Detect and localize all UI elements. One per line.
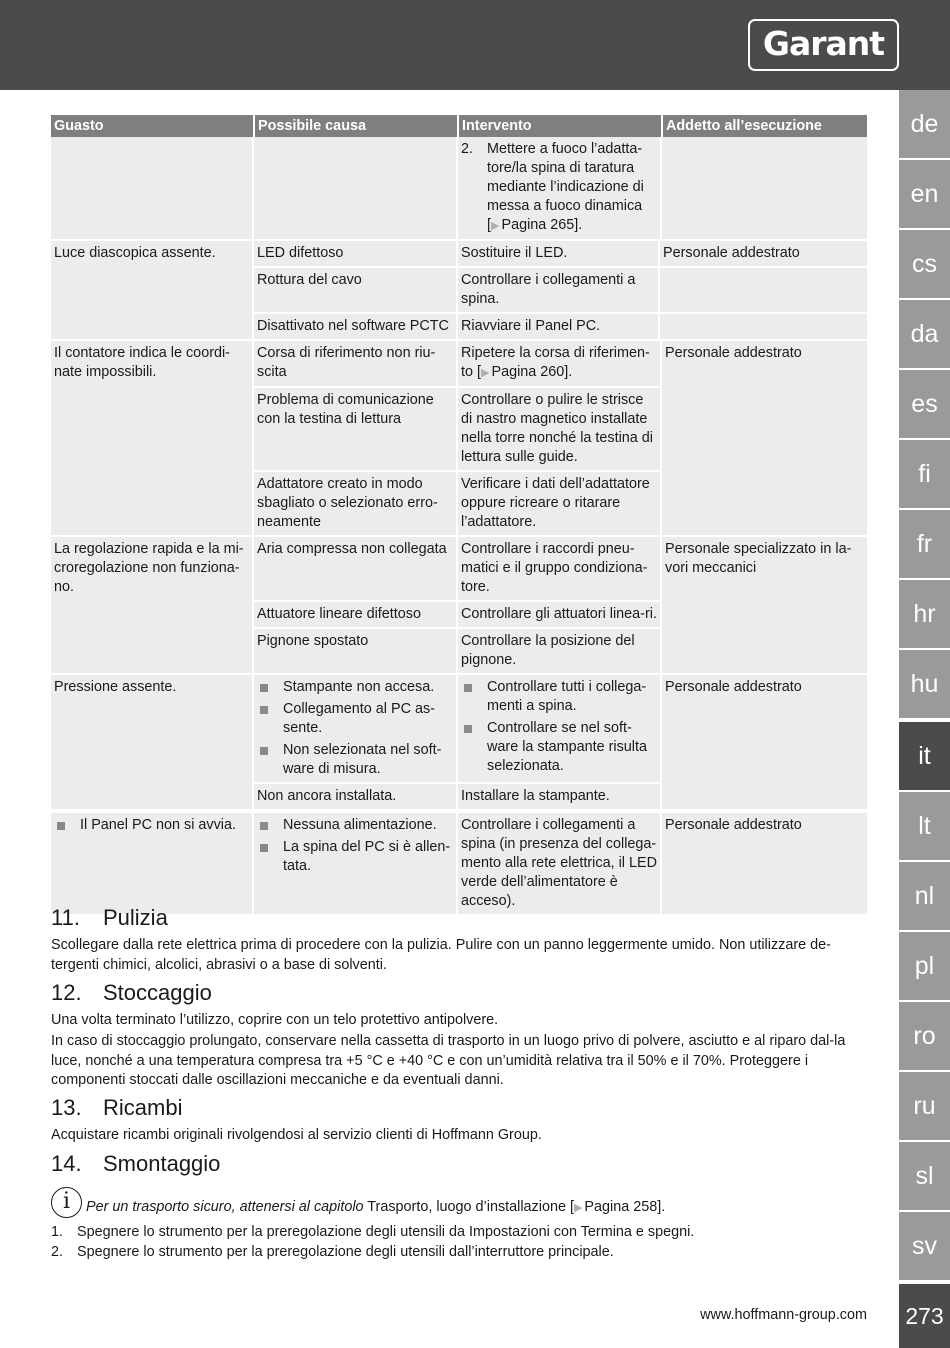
list-item: Controllare se nel soft-ware la stampante risulta selezionata. — [461, 719, 657, 776]
section-text-pulizia: Scollegare dalla rete elettrica prima di procedere con la pulizia. Pulire con un panno leggermente umido. Non utilizzare de-tergenti chimici, alcolici, abrasivi o a base di solventi. — [51, 937, 831, 973]
action-cell: Installare la stampante. — [461, 788, 610, 804]
section-heading-pulizia: 11. Pulizia — [51, 905, 168, 930]
bullet-square-icon — [257, 741, 283, 779]
section-text-stoccaggio-2: In caso di stoccaggio prolungato, conservare nella cassetta di trasporto in un luogo privo di polvere, asciutto e al riparo dal-la luce, nonché a una temperatura compresa tra +5 °C e +40 °C e con un’umidità relativa tra il 50% e il 70%. Proteggere i componenti stoccati dalle oscillazioni meccaniche e da eventuali danni. — [51, 1033, 846, 1088]
table-row — [51, 673, 867, 809]
personnel-cell: Personale specializzato in la-vori meccanici — [665, 541, 852, 576]
action-cell — [458, 675, 660, 782]
personnel-cell — [662, 137, 867, 239]
info-link-text: Trasporto, luogo d’installazione [ — [363, 1198, 574, 1215]
bullet-square-icon — [257, 700, 283, 738]
cause-cell: Disattivato nel software PCTC — [254, 314, 458, 339]
bullet-square-icon — [257, 816, 283, 835]
cause-cell — [254, 137, 458, 239]
list-item: 1. Spegnere lo strumento per la preregolazione degli utensili da Impostazioni con Termina e spegni. — [51, 1224, 695, 1240]
page-ref[interactable]: Pagina 258]. — [584, 1198, 666, 1215]
list-item: Controllare tutti i collega-menti a spina. — [461, 678, 657, 716]
list-item: 2. Spegnere lo strumento per la preregolazione degli utensili dall’interruttore principale. — [51, 1244, 614, 1260]
bullet-square-icon — [461, 678, 487, 716]
section-heading-ricambi: 13. Ricambi — [51, 1095, 183, 1120]
cause-cell — [254, 813, 458, 914]
bullet-square-icon — [257, 838, 283, 876]
lang-tab-pl[interactable]: pl — [899, 932, 950, 1000]
lang-tab-fr[interactable]: fr — [899, 510, 950, 578]
table-row — [51, 137, 867, 239]
lang-tab-ro[interactable]: ro — [899, 1002, 950, 1070]
cause-cell: Aria compressa non collegata — [254, 537, 458, 600]
cause-cell: LED difettoso — [254, 241, 458, 266]
bullet-square-icon — [54, 816, 80, 835]
fault-cell — [51, 813, 254, 914]
personnel-cell: Personale addestrato — [665, 817, 802, 833]
action-cell: Controllare i raccordi pneu-matici e il gruppo condiziona-tore. — [461, 541, 648, 595]
action-cell: Sostituire il LED. — [458, 241, 660, 266]
section-text-stoccaggio-1: Una volta terminato l’utilizzo, coprire con un telo protettivo antipolvere. — [51, 1012, 499, 1028]
bullet-square-icon — [257, 678, 283, 697]
page-ref-arrow-icon: ▶ — [491, 220, 500, 232]
lang-tab-hu[interactable]: hu — [899, 650, 950, 718]
cause-cell: Attuatore lineare difettoso — [254, 602, 458, 627]
table-row — [51, 239, 867, 339]
step-number: 2. — [461, 141, 474, 157]
troubleshooting-table — [51, 115, 867, 914]
header-personnel: Addetto all’esecuzione — [666, 118, 822, 134]
fault-cell: Luce diascopica assente. — [51, 241, 254, 339]
lang-tab-fi[interactable]: fi — [899, 440, 950, 508]
dismantling-steps — [51, 1222, 867, 1262]
cause-cell: Non ancora installata. — [254, 784, 458, 809]
fault-cell: La regolazione rapida e la mi-croregolazione non funziona-no. — [51, 537, 254, 673]
page-number: 273 — [899, 1284, 950, 1348]
lang-tab-da[interactable]: da — [899, 300, 950, 368]
action-cell: Controllare la posizione del pignone. — [461, 633, 635, 668]
lang-tab-sv[interactable]: sv — [899, 1212, 950, 1280]
info-icon: i — [51, 1187, 82, 1218]
fault-cell: Il contatore indica le coordi-nate impossibili. — [51, 341, 254, 535]
lang-tab-en[interactable]: en — [899, 160, 950, 228]
action-cell — [458, 137, 660, 239]
header-fault: Guasto — [51, 115, 255, 137]
page-ref[interactable]: Pagina 265]. — [501, 217, 583, 233]
lang-tab-hr[interactable]: hr — [899, 580, 950, 648]
fault-cell: Pressione assente. — [51, 675, 254, 809]
list-item: La spina del PC si è allen-tata. — [257, 838, 453, 876]
lang-tab-es[interactable]: es — [899, 370, 950, 438]
cause-cell — [254, 675, 458, 782]
section-heading-stoccaggio: 12. Stoccaggio — [51, 980, 212, 1005]
fault-cell — [51, 137, 254, 239]
personnel-cell: Personale addestrato — [665, 679, 802, 695]
action-cell: Controllare i collegamenti a spina (in presenza del collega-mento alla rete elettrica, il LED verde dell’alimentatore è acceso). — [461, 817, 657, 909]
action-text: Ripetere la corsa di riferimen-to [ — [461, 345, 650, 380]
list-item: Stampante non accesa. — [257, 678, 453, 697]
action-cell: Controllare gli attuatori linea-ri. — [461, 606, 657, 622]
lang-tab-sl[interactable]: sl — [899, 1142, 950, 1210]
page-ref-arrow-icon: ▶ — [573, 1201, 583, 1214]
list-item: Collegamento al PC as-sente. — [257, 700, 453, 738]
action-cell — [458, 341, 660, 386]
list-item: Nessuna alimentazione. — [257, 816, 453, 835]
lang-tab-ru[interactable]: ru — [899, 1072, 950, 1140]
cause-cell: Pignone spostato — [254, 629, 458, 673]
lang-tab-nl[interactable]: nl — [899, 862, 950, 930]
lang-tab-it[interactable]: it — [899, 722, 950, 790]
page-ref[interactable]: Pagina 260]. — [491, 364, 573, 380]
header-action: Intervento — [459, 115, 663, 137]
personnel-cell — [660, 314, 865, 339]
info-italic-text: Per un trasporto sicuro, attenersi al capitolo — [86, 1198, 364, 1215]
header-cause: Possibile causa — [255, 115, 459, 137]
header-bar — [0, 0, 950, 90]
table-header — [51, 115, 867, 137]
info-note — [51, 1187, 867, 1218]
bullet-square-icon — [461, 719, 487, 776]
page-ref-arrow-icon: ▶ — [481, 367, 490, 379]
action-cell: Controllare o pulire le strisce di nastro magnetico installate nella torre nonché la testina di lettura sulle guide. — [461, 392, 653, 465]
table-row — [51, 809, 867, 914]
garant-logo: Garant — [748, 19, 899, 71]
personnel-cell: Personale addestrato — [665, 345, 802, 361]
table-row — [51, 339, 867, 535]
list-item: Non selezionata nel soft-ware di misura. — [257, 741, 453, 779]
action-cell: Verificare i dati dell’adattatore oppure ricreare o ritarare l’adattatore. — [461, 476, 650, 530]
section-text-ricambi: Acquistare ricambi originali rivolgendosi al servizio clienti di Hoffmann Group. — [51, 1127, 542, 1143]
cause-cell: Rottura del cavo — [254, 268, 458, 312]
cause-cell: Problema di comunicazione con la testina di lettura — [254, 388, 458, 470]
cause-cell: Corsa di riferimento non riu-scita — [254, 341, 458, 386]
cause-cell: Adattatore creato in modo sbagliato o selezionato erro-neamente — [254, 472, 458, 535]
personnel-cell — [660, 268, 865, 312]
table-row — [51, 535, 867, 673]
section-heading-smontaggio: 14. Smontaggio — [51, 1151, 221, 1176]
language-sidebar — [899, 90, 950, 1348]
lang-tab-cs[interactable]: cs — [899, 230, 950, 298]
lang-tab-lt[interactable]: lt — [899, 792, 950, 860]
personnel-cell: Personale addestrato — [663, 245, 800, 261]
action-cell: Controllare i collegamenti a spina. — [458, 268, 660, 312]
list-item: Il Panel PC non si avvia. — [54, 816, 249, 835]
footer-url[interactable]: www.hoffmann-group.com — [700, 1307, 867, 1323]
action-cell: Riavviare il Panel PC. — [458, 314, 660, 339]
action-text: Mettere a fuoco l’adatta-tore/la spina di taratura mediante l’indicazione di messa a fuoco dinamica [ — [487, 141, 644, 233]
lang-tab-de[interactable]: de — [899, 90, 950, 158]
